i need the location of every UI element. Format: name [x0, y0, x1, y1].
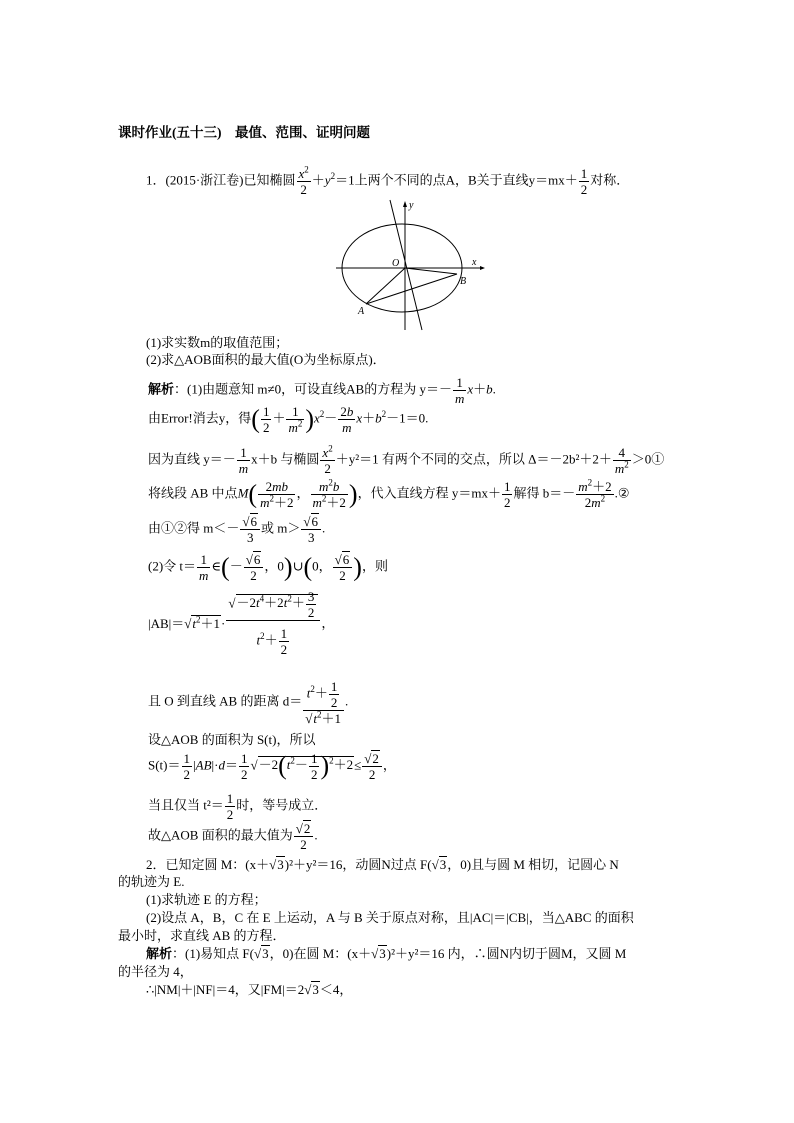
distance-label: 且 O 到直线 AB 的距离 d＝ — [148, 693, 303, 709]
sol2-analysis-label: 解析 — [146, 946, 173, 961]
frac-x2-over-2: $\frac{x^2}{2}$ — [298, 164, 309, 197]
sol1-line6-end: ，则 — [361, 558, 388, 574]
label-o: O — [392, 258, 400, 269]
sol1-line3-text: 因为直线 y＝－ — [148, 451, 236, 467]
sol2-line1: 解析：(1)易知点 F(√3，0)在圆 M：(x＋√3)²＋y²＝16 内，∴圆N内切于圆M，又圆 M — [146, 946, 627, 961]
sol1-line3: 因为直线 y＝－ $\frac{1}{m}$ x＋b 与椭圆 $\frac{x^2}{2}$ ＋y²＝1 有两个不同的交点，所以 Δ＝－2b²＋2＋ $\frac{4}{m^2}$ ＞0① — [148, 443, 665, 476]
q2-sub2a: (2)设点 A，B，C 在 E 上运动，A 与 B 关于原点对称，且|AC|＝|CB|，当△ABC 的面积 — [146, 910, 634, 925]
analysis-label: 解析 — [148, 381, 175, 397]
q2-sub1: (1)求轨迹 E 的方程； — [146, 892, 267, 907]
ab-formula-label: |AB|＝ — [148, 615, 185, 631]
equality-post: 时，等号成立． — [236, 797, 328, 813]
q1-sub2: (2)求△AOB面积的最大值(O为坐标原点)． — [146, 352, 386, 367]
area-formula: S(t)＝ $\frac{1}{2}$ |AB|·d＝ $\frac{1}{2}$ $√-2(t^2-$ $\frac{1}{2}$ )$^2$＋2≤ $\frac{√2}{2}$ ， — [148, 751, 396, 782]
sol2-line2: 的半径为 4， — [118, 964, 193, 979]
segment-ob — [405, 268, 457, 274]
sol1-line6-text: (2)令 t＝ — [148, 558, 197, 574]
sol2-line1-mid: ，0)在圆 M：(x＋ — [269, 946, 372, 961]
sol1-line1-text: ：(1)由题意知 m≠0，可设直线AB的方程为 y＝－ — [174, 381, 452, 397]
q2-line1: 2．已知定圆 M：(x＋√3)²＋y²＝16，动圆N过点 F(√3，0)且与圆 M 相切，记圆心 N — [146, 857, 619, 872]
sol1-line3-mid: x＋b 与椭圆 — [251, 451, 320, 467]
sol2-line1-text: ：(1)易知点 F( — [172, 946, 254, 961]
q2-line1-mid: )²＋y²＝16，动圆N过点 F( — [284, 857, 432, 872]
q1-sub1: (1)求实数m的取值范围； — [146, 335, 289, 350]
page-title: 课时作业(五十三) 最值、范围、证明问题 — [118, 125, 370, 140]
sol1-line3-post: ＋y²＝1 有两个不同的交点，所以 Δ＝－2b²＋2＋ — [335, 451, 612, 467]
area-formula-label: S(t)＝ — [148, 757, 181, 773]
q2-sub2b: 最小时，求直线 AB 的方程． — [118, 928, 286, 943]
sol1-line2-end: ＝0. — [405, 410, 429, 426]
max-line: 故△AOB 面积的最大值为 $\frac{√2}{2}$ . — [148, 821, 318, 852]
q2-line1-post: ，0)且与圆 M 相切，记圆心 N — [447, 857, 619, 872]
q1-intro: 1．(2015·浙江卷)已知椭圆 $\frac{x^2}{2}$ $+y^2=1$上两个不同的点A，B关于直线y＝mx＋ $\frac{1}{2}$ 对称． — [146, 164, 630, 197]
label-x: x — [472, 257, 477, 268]
sol1-line5-text: 由①②得 m＜－ — [148, 520, 240, 536]
equality-line: 当且仅当 t²＝ $\frac{1}{2}$ 时，等号成立． — [148, 791, 328, 822]
sol1-line4-end: .② — [614, 485, 630, 501]
q1-intro-text-2: ＝1上两个不同的点A，B关于直线y＝mx＋ — [335, 172, 578, 188]
equality-text: 当且仅当 t²＝ — [148, 797, 224, 813]
sol1-line3-end: ＞0① — [631, 451, 665, 467]
sol1-line6: (2)令 t＝ $\frac{1}{m}$ ∈(－ $\frac{√6}{2}$ ，0)∪(0， $\frac{√6}{2}$ )，则 — [148, 552, 388, 583]
y-axis-arrow — [403, 201, 407, 207]
q2-line2: 的轨迹为 E. — [118, 874, 185, 889]
sol1-line4-post: 解得 b＝－ — [513, 485, 576, 501]
sol1-line4: 将线段 AB 中点M( $\frac{2mb}{m^2+2}$ ， $\frac{m^2b}{m^2+2}$ )，代入直线方程 y＝mx＋ $\frac{1}{2}$ 解得 b＝－ $\frac{m^2+2}{2m^2}$ .② — [148, 477, 630, 510]
ab-formula: $|AB|=√t^2+1\cdot$ $√-2t^4+2t^2+$ $\frac{3}{2}$ $t^2+$ $\frac{1}{2}$ ， — [148, 589, 335, 657]
x-axis-arrow — [480, 266, 485, 270]
sol2-line3-post: ＜4， — [319, 982, 353, 997]
sol1-line4-text: 将线段 AB 中点 — [148, 485, 238, 501]
segment-oa — [366, 268, 405, 304]
sol2-line1-post: )²＋y²＝16 内，∴圆N内切于圆M，又圆 M — [386, 946, 627, 961]
q1-intro-end: 对称． — [590, 172, 630, 188]
frac-half: $\frac{1}{2}$ — [580, 166, 588, 197]
frac-1-over-m: $\frac{1}{m}$ — [454, 375, 465, 406]
q2-line1-text: 2．已知定圆 M：(x＋ — [146, 857, 270, 872]
distance-formula: 且 O 到直线 AB 的距离 d＝ $t^2+$ $\frac{1}{2}$ $√t^2+1$ . — [148, 679, 349, 726]
sol2-line3-text: ∴|NM|＋|NF|＝4，又|FM|＝2 — [146, 982, 305, 997]
label-y: y — [409, 200, 414, 211]
sol1-line1: 解析：(1)由题意知 m≠0，可设直线AB的方程为 y＝－ $\frac{1}{m}$ x＋b. — [148, 375, 496, 406]
sol1-line5: 由①②得 m＜－ $\frac{√6}{3}$ 或 m＞ $\frac{√6}{3}$ . — [148, 514, 326, 545]
sol1-line4-mid: ，代入直线方程 y＝mx＋ — [357, 485, 501, 501]
sol1-line2-text: 由Error!消去y，得 — [148, 410, 252, 426]
sol2-line3: ∴|NM|＋|NF|＝4，又|FM|＝2√3＜4， — [146, 982, 353, 997]
label-a: A — [358, 306, 365, 317]
label-b: B — [460, 276, 467, 287]
sol1-line2: 由Error!消去y，得( $\frac{1}{2}$ ＋ $\frac{1}{m^2}$ )$x^2-$ $\frac{2b}{m}$ $x+b^2-1=0$. — [148, 404, 429, 435]
sol1-line5-or: 或 m＞ — [261, 520, 301, 536]
max-text: 故△AOB 面积的最大值为 — [148, 827, 293, 843]
area-intro: 设△AOB 的面积为 S(t)，所以 — [148, 732, 316, 747]
ellipse-figure — [330, 196, 490, 336]
q1-intro-text: 1．(2015·浙江卷)已知椭圆 — [146, 172, 296, 188]
